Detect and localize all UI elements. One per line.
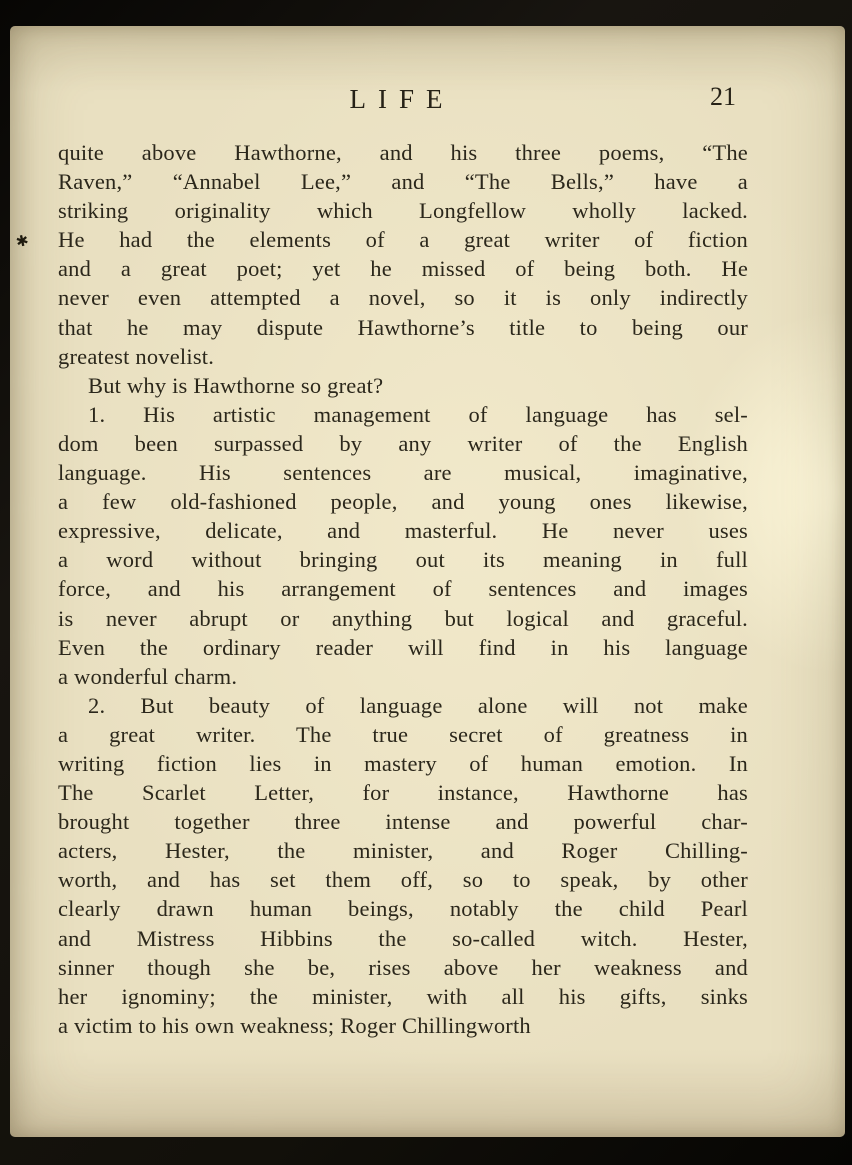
paragraph (58, 400, 748, 691)
text-line: 1. His artistic management of language has sel- (88, 401, 748, 427)
text-line: a word without bringing out its meaning in full (58, 547, 748, 573)
text-line: is never abrupt or anything but logical and graceful. (58, 605, 748, 631)
text-line: and a great poet; yet he missed of being both. He (58, 256, 748, 282)
text-line: He had the elements of a great writer of fiction (58, 227, 748, 253)
page-number: 21 (710, 82, 736, 111)
text-line: worth, and has set them off, so to speak, by other (58, 867, 748, 893)
text-line: her ignominy; the minister, with all his gifts, sinks (58, 983, 748, 1009)
text-line: 2. But beauty of language alone will not make (88, 692, 748, 718)
text-line: But why is Hawthorne so great? (88, 372, 384, 398)
text-line: sinner though she be, rises above her weakness and (58, 954, 748, 980)
text-line: language. His sentences are musical, imaginative, (58, 460, 748, 486)
text-line: force, and his arrangement of sentences and images (58, 576, 748, 602)
text-line: a few old-fashioned people, and young ones likewise, (58, 489, 748, 515)
text-line: The Scarlet Letter, for instance, Hawthorne has (58, 780, 748, 806)
text-line: never even attempted a novel, so it is only indirectly (58, 285, 748, 311)
text-line: a wonderful charm. (58, 663, 238, 689)
text-line: greatest novelist. (58, 343, 215, 369)
text-line: expressive, delicate, and masterful. He never uses (58, 518, 748, 544)
page-title: LIFE (349, 84, 455, 114)
page-header (58, 84, 746, 118)
text-line: writing fiction lies in mastery of human emotion. In (58, 750, 748, 776)
text-line: clearly drawn human beings, notably the child Pearl (58, 896, 748, 922)
paragraph (58, 371, 748, 400)
margin-mark-icon: ✱ (14, 232, 31, 252)
text-line: that he may dispute Hawthorne’s title to being our (58, 314, 748, 340)
paragraph (58, 138, 748, 371)
text-line: a great writer. The true secret of greatness in (58, 721, 748, 747)
text-line: acters, Hester, the minister, and Roger Chilling- (58, 838, 748, 864)
text-line: Raven,” “Annabel Lee,” and “The Bells,” have a (58, 169, 748, 195)
paragraph (58, 691, 748, 1040)
text-line: brought together three intense and powerful char- (58, 809, 748, 835)
text-line: striking originality which Longfellow wholly lacked. (58, 198, 748, 224)
text-line: and Mistress Hibbins the so-called witch. Hester, (58, 925, 748, 951)
text-line: Even the ordinary reader will find in his language (58, 634, 748, 660)
page-body (58, 138, 748, 1040)
text-line: dom been surpassed by any writer of the English (58, 430, 748, 456)
paper-surface (10, 26, 845, 1137)
text-line: quite above Hawthorne, and his three poems, “The (58, 140, 748, 165)
text-line: a victim to his own weakness; Roger Chillingworth (58, 1012, 531, 1038)
